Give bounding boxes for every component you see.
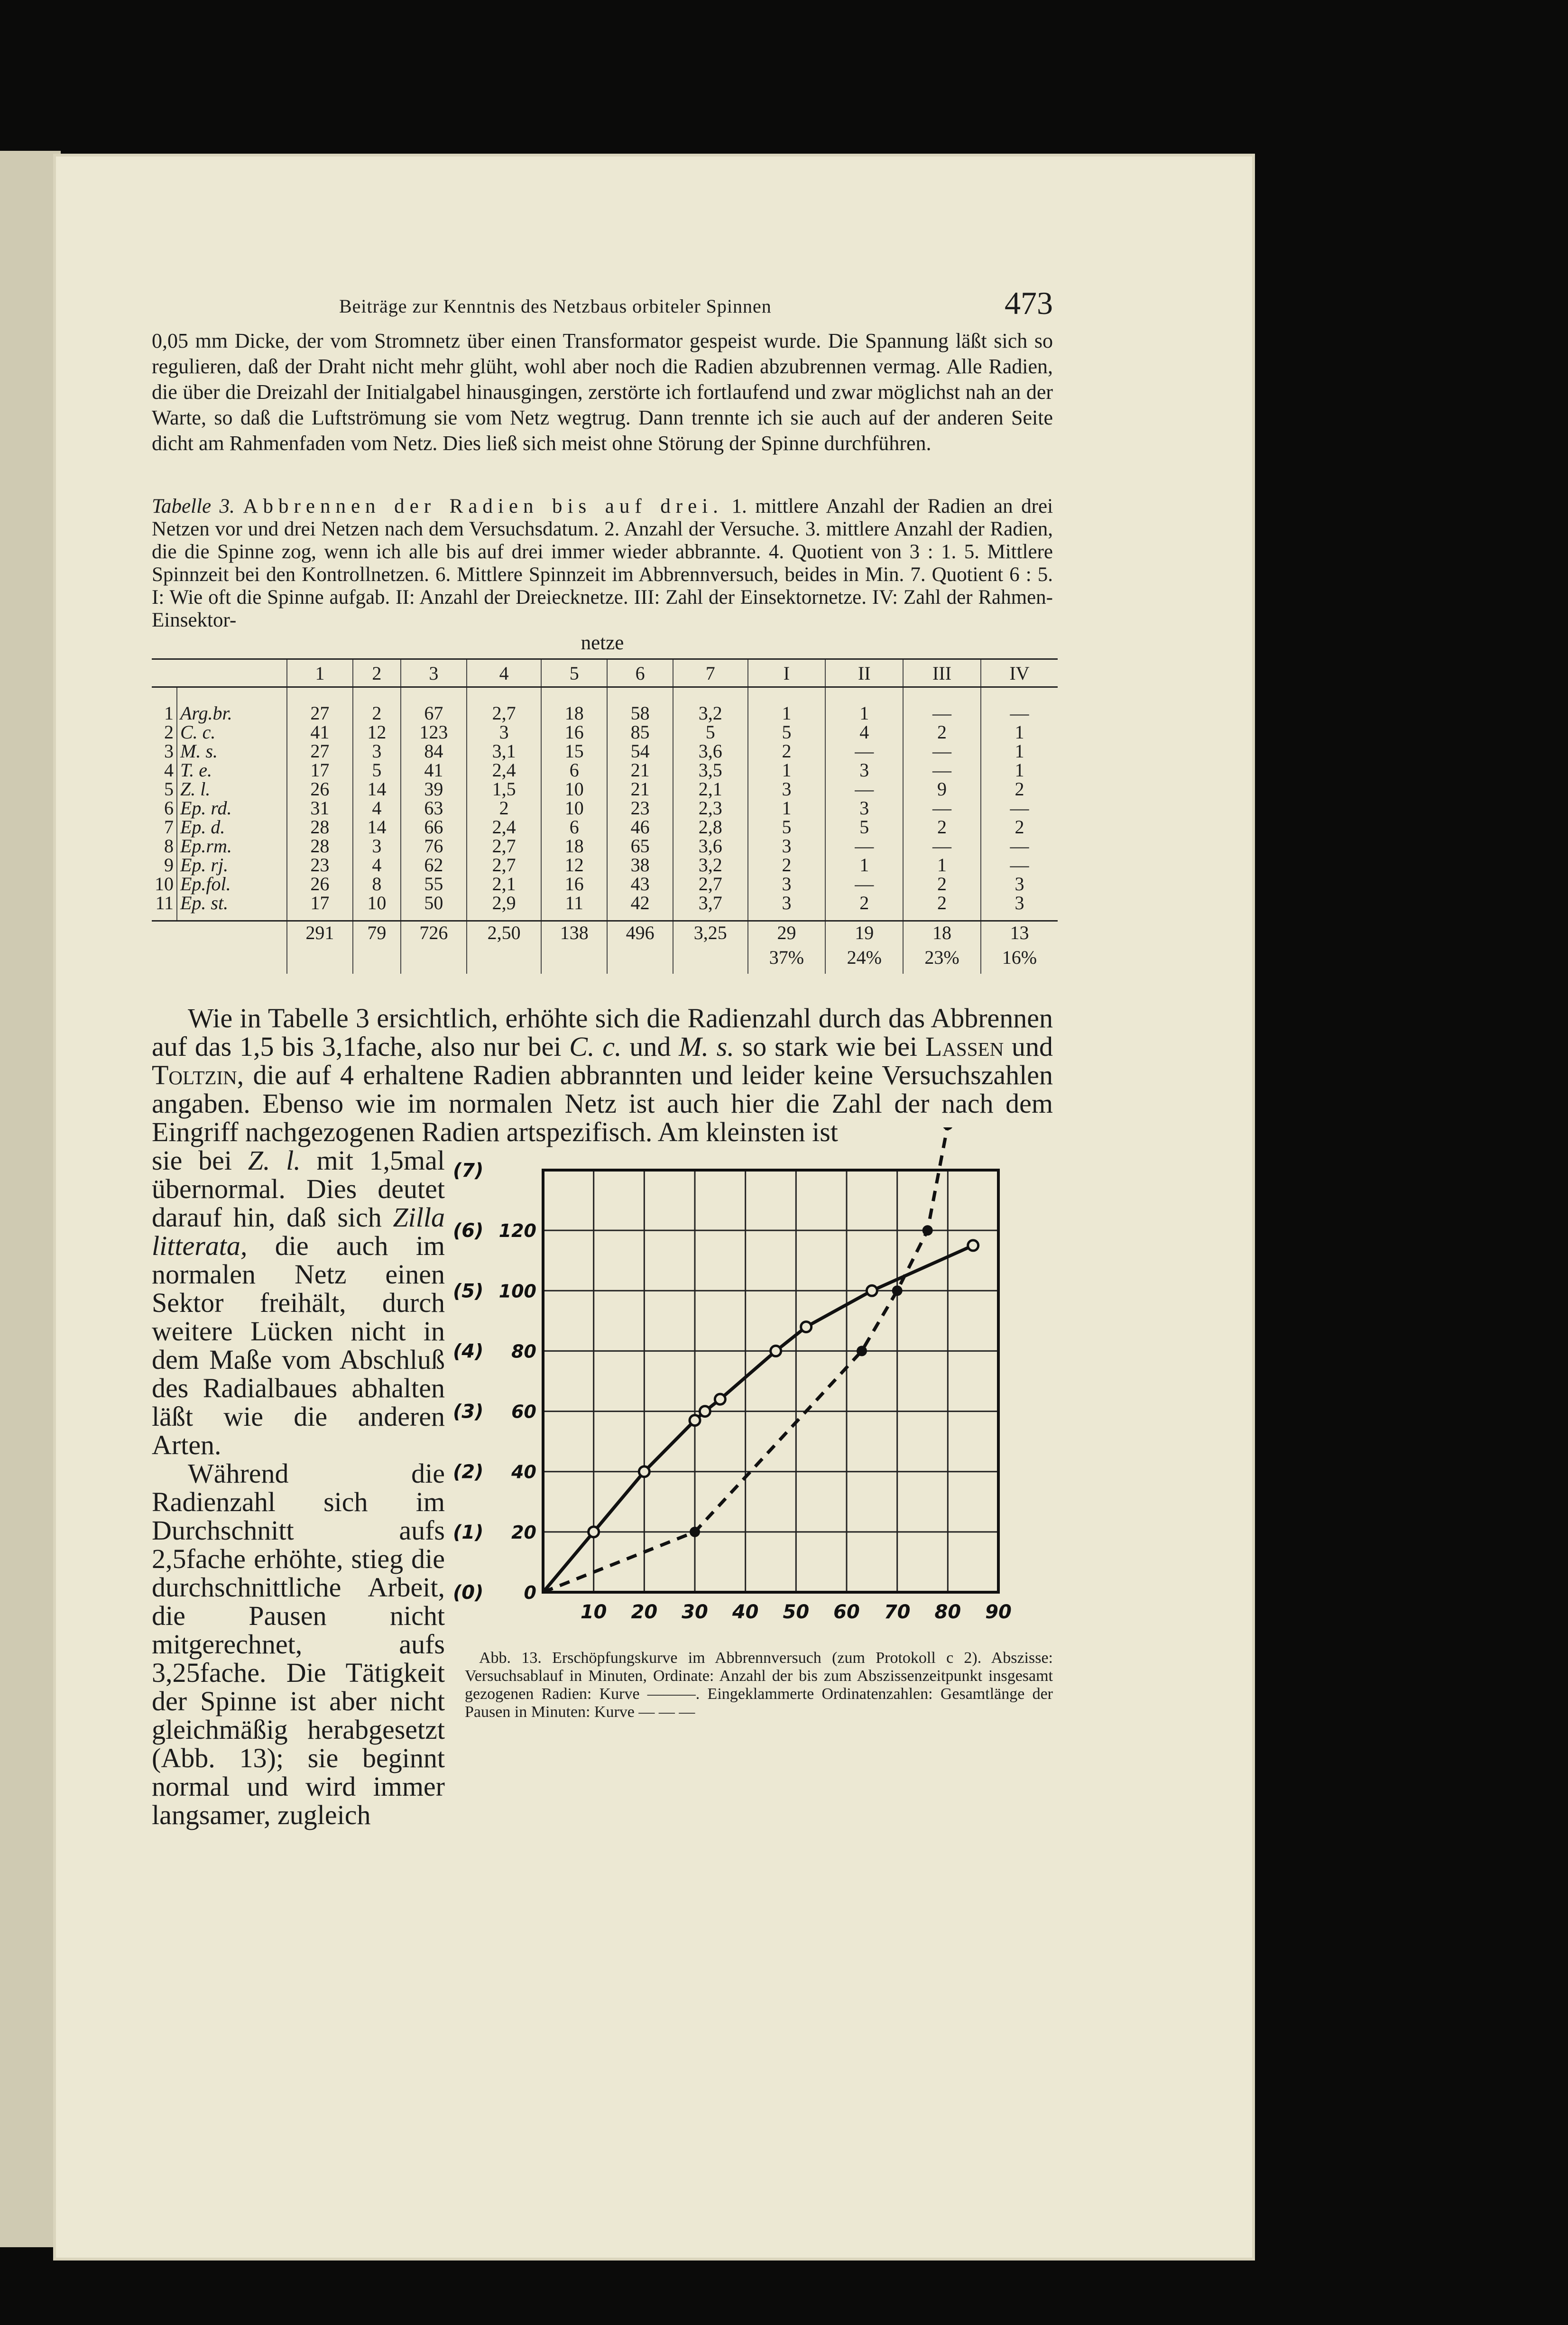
table-cell: 41 (287, 723, 353, 742)
table-cell: 2,7 (467, 837, 542, 856)
text-run: Wie in Tabelle 3 ersichtlich, erhöhte sich die Radienzahl durch das Abbrennen auf das 1,5 bis 3,1fache, also nur bei (152, 1003, 1053, 1062)
y-paren-tick-label: (5) (453, 1280, 484, 1302)
total-cell: 18 (903, 921, 981, 947)
table-cell: 5 (673, 723, 748, 742)
table-cell: 23 (607, 799, 673, 818)
table-cell: — (903, 761, 981, 780)
table-cell: 2 (825, 894, 903, 921)
total-cell: 79 (353, 921, 401, 947)
species-cell: C. c. (177, 723, 287, 742)
row-number: 11 (155, 892, 174, 913)
table-cell: 63 (401, 799, 467, 818)
table-cell: 84 (401, 742, 467, 761)
row-number: 7 (164, 816, 174, 838)
running-header (152, 285, 1053, 328)
table-cell: 23 (287, 856, 353, 875)
table-cell: 2 (748, 856, 826, 875)
x-tick-label: 10 (580, 1601, 607, 1623)
total-cell: 19 (825, 921, 903, 947)
text-run: die auch im normalen Netz einen Sektor freihält, durch weitere Lücken nicht in dem Maße vom Abschluß des Radialbaues abhalten läßt wie die anderen Arten. (152, 1230, 445, 1460)
y-paren-tick-label: (7) (453, 1160, 484, 1181)
y-tick-label: 100 (498, 1281, 536, 1302)
text-run: und (1004, 1031, 1053, 1062)
total-cell: 138 (541, 921, 607, 947)
table-cell: 1 (981, 761, 1058, 780)
col-header: IV (981, 659, 1058, 687)
table-cell: 17 (287, 761, 353, 780)
col-header: III (903, 659, 981, 687)
table-cell: 46 (607, 818, 673, 837)
table-cell: — (903, 742, 981, 761)
intro-paragraph: 0,05 mm Dicke, der vom Stromnetz über einen Transformator gespeist wurde. Die Spannung läßt sich so regulieren, daß der Draht nicht mehr glüht, wohl aber noch die Radien abzubrennen vermag. Alle Radien, die über die Dreizahl der Initialgabel hinausgingen, zerstörte ich fortlaufend und zwar möglichst nah an der Warte, so daß die Luftströmung sie vom Netz wegtrug. Dann trennte ich sie auch auf der anderen Seite dicht am Rahmenfaden vom Netz. Dies ließ sich meist ohne Störung der Spinne durchführen. (152, 329, 1053, 455)
table-cell: 4 (353, 799, 401, 818)
table-cell: 21 (607, 761, 673, 780)
x-tick-label: 90 (985, 1601, 1012, 1623)
pause-curve-point (922, 1225, 933, 1236)
table-cell: 28 (287, 837, 353, 856)
table-row (152, 875, 1058, 894)
percent-cell: 23% (903, 946, 981, 974)
y-paren-tick-label: (0) (453, 1582, 484, 1604)
table-cell: 10 (541, 799, 607, 818)
text-run: so stark wie bei (734, 1031, 925, 1062)
table-cell: 2 (903, 818, 981, 837)
radii-curve-point (968, 1240, 978, 1251)
row-number: 4 (164, 759, 174, 781)
radii-curve-point (801, 1322, 812, 1332)
table-row (152, 780, 1058, 799)
table-cell: 16 (541, 723, 607, 742)
species-cell: Ep.rm. (177, 837, 287, 856)
table-row (152, 761, 1058, 780)
page-number: 473 (1005, 285, 1053, 321)
table-header-row (152, 659, 1058, 687)
table-cell: 2 (903, 894, 981, 921)
table-cell: 10 (541, 780, 607, 799)
table-cell: 3,5 (673, 761, 748, 780)
table-cell: — (981, 799, 1058, 818)
table-row (152, 894, 1058, 921)
totals-row (152, 921, 1058, 947)
species-cell: Ep. d. (177, 818, 287, 837)
y-tick-label: 60 (511, 1401, 536, 1422)
table-cell: — (981, 837, 1058, 856)
species-cell: Arg.br. (177, 687, 287, 723)
table-row (152, 837, 1058, 856)
table-cell: 3 (748, 837, 826, 856)
table-cell: 2,1 (467, 875, 542, 894)
table-cell: 76 (401, 837, 467, 856)
figure-caption: Abb. 13. Erschöpfungskurve im Abbrennversuch (zum Protokoll c 2). Abszisse: Versuchsablauf in Minuten, Ordinate: Anzahl der bis zum Abszissenzeitpunkt insgesamt gezogenen Radien: Kurve ———. Eingeklammerte Ordinatenzahlen: Gesamtlänge der Pausen in Minuten: Kurve — — — (465, 1649, 1053, 1721)
text-run: mit 1,5mal übernormal. Dies deutet darauf hin, daß sich (152, 1145, 445, 1233)
x-tick-label: 80 (934, 1601, 961, 1623)
table-cell: 12 (353, 723, 401, 742)
table-label: Tabelle 3. (152, 495, 235, 517)
table-cell: 3 (825, 761, 903, 780)
table-cell: 123 (401, 723, 467, 742)
table-row (152, 818, 1058, 837)
y-tick-label: 20 (511, 1522, 536, 1543)
facing-page-edge (0, 151, 61, 2247)
table-cell: 14 (353, 818, 401, 837)
table-cell: 1,5 (467, 780, 542, 799)
table-cell: 62 (401, 856, 467, 875)
row-number: 3 (164, 740, 174, 762)
table-cell: 2,3 (673, 799, 748, 818)
table-cell: 1 (748, 799, 826, 818)
species-cell: Ep. rj. (177, 856, 287, 875)
table-cell: 3,6 (673, 837, 748, 856)
total-cell: 29 (748, 921, 826, 947)
table-cell: 27 (287, 742, 353, 761)
table-cell: 3,6 (673, 742, 748, 761)
table-cell: 21 (607, 780, 673, 799)
radii-curve-point (639, 1467, 649, 1477)
table-cell: 3,2 (673, 687, 748, 723)
table-cell: 12 (541, 856, 607, 875)
table-cell: 2 (981, 780, 1058, 799)
table-cell: — (903, 687, 981, 723)
table-cell: 3,2 (673, 856, 748, 875)
table-cell: 3 (825, 799, 903, 818)
col-header: 6 (607, 659, 673, 687)
row-number: 6 (164, 797, 174, 819)
table-cell: 4 (353, 856, 401, 875)
species-name: Zilla litterata, (152, 1202, 445, 1261)
y-tick-label: 120 (498, 1220, 536, 1242)
col-header: I (748, 659, 826, 687)
table-caption (152, 495, 1053, 655)
species-cell: T. e. (177, 761, 287, 780)
body-paragraph-2: Während die Radienzahl sich im Durchschnitt aufs 2,5fache erhöhte, stieg die durchschnittliche Arbeit, die Pausen nicht mitgerechnet, aufs 3,25fache. Die Tätigkeit der Spinne ist aber nicht gleichmäßig herabgesetzt (Abb. 13); sie beginnt normal und wird immer langsamer, zugleich (152, 1458, 445, 1830)
author-name: Lassen (925, 1031, 1004, 1062)
results-table (152, 658, 1058, 974)
total-cell: 3,25 (673, 921, 748, 947)
table-cell: 2,4 (467, 818, 542, 837)
percent-cell: 16% (981, 946, 1058, 974)
radii-curve-point (589, 1527, 599, 1537)
table-cell: — (825, 780, 903, 799)
table-cell: — (903, 799, 981, 818)
table-cell: 58 (607, 687, 673, 723)
table-cell: 2 (981, 818, 1058, 837)
col-header: 1 (287, 659, 353, 687)
table-cell: — (825, 742, 903, 761)
table-cell: 5 (748, 818, 826, 837)
table-cell: 2,4 (467, 761, 542, 780)
table-cell: 2,8 (673, 818, 748, 837)
table-cell: 42 (607, 894, 673, 921)
table-cell: 3 (981, 894, 1058, 921)
species-cell: Z. l. (177, 780, 287, 799)
table-cell: 5 (353, 761, 401, 780)
pause-curve-point (892, 1285, 903, 1296)
text-run: , die auf 4 erhaltene Radien abbrannten und leider keine Versuchszahlen angaben. Ebenso wie im normalen Netz ist auch hier die Zahl der nach dem Eingriff nachgezogenen Radien artspezifisch. Am kleinsten ist (152, 1060, 1053, 1147)
table-cell: 1 (825, 687, 903, 723)
table-caption-last-word: netze (581, 632, 624, 654)
table-cell: 1 (981, 742, 1058, 761)
table-cell: — (825, 875, 903, 894)
row-number: 2 (164, 721, 174, 743)
y-paren-tick-label: (3) (453, 1401, 484, 1423)
species-name: M. s. (679, 1031, 734, 1062)
species-cell: Ep. st. (177, 894, 287, 921)
col-header: 3 (401, 659, 467, 687)
pause-curve-point (942, 1127, 953, 1130)
table-cell: 14 (353, 780, 401, 799)
species-name: Z. l. (248, 1145, 301, 1176)
percent-cell: 37% (748, 946, 826, 974)
table-cell: — (981, 687, 1058, 723)
radii-curve-line (543, 1246, 973, 1592)
table-cell: 1 (748, 761, 826, 780)
table-row (152, 687, 1058, 723)
y-paren-tick-label: (4) (453, 1340, 484, 1363)
table-cell: 3 (467, 723, 542, 742)
table-cell: — (981, 856, 1058, 875)
table-cell: 55 (401, 875, 467, 894)
table-row (152, 799, 1058, 818)
table-cell: 27 (287, 687, 353, 723)
pause-curve-point (857, 1346, 867, 1356)
author-name: Toltzin (152, 1060, 237, 1090)
row-number: 1 (164, 702, 174, 724)
table-cell: 2 (903, 723, 981, 742)
row-number: 10 (155, 873, 174, 895)
table-cell: 3 (981, 875, 1058, 894)
y-paren-tick-label: (2) (453, 1461, 484, 1483)
table-cell: 2,7 (467, 856, 542, 875)
table-cell: 11 (541, 894, 607, 921)
table-cell: 65 (607, 837, 673, 856)
table-cell: 1 (903, 856, 981, 875)
table-cell: 2 (467, 799, 542, 818)
pause-curve-point (690, 1527, 700, 1537)
table-cell: 54 (607, 742, 673, 761)
table-cell: 15 (541, 742, 607, 761)
table-cell: 8 (353, 875, 401, 894)
col-header: 2 (353, 659, 401, 687)
table-row (152, 856, 1058, 875)
table-cell: 38 (607, 856, 673, 875)
table-cell: 3 (353, 837, 401, 856)
col-header: II (825, 659, 903, 687)
table-cell: 1 (981, 723, 1058, 742)
table-title: Abbrennen der Radien bis auf drei. (243, 495, 723, 517)
table-cell: 3 (748, 894, 826, 921)
table-cell: 26 (287, 875, 353, 894)
x-tick-label: 50 (783, 1601, 810, 1623)
table-cell: 1 (748, 687, 826, 723)
running-title: Beiträge zur Kenntnis des Netzbaus orbiteler Spinnen (339, 295, 772, 317)
page-content (152, 285, 1053, 1830)
radii-curve-point (771, 1346, 781, 1356)
table-caption-text: 1. mittlere Anzahl der Radien an drei Netzen vor und drei Netzen nach dem Versuchsdatum. 2. Anzahl der Versuche. 3. mittlere Anzahl der Radien, die die Spinne zog, wenn ich alle bis auf drei immer wieder abbrannte. 4. Quotient von 3 : 1. 5. Mittlere Spinnzeit bei den Kontrollnetzen. 6. Mittlere Spinnzeit im Abbrennversuch, beides in Min. 7. Quotient 6 : 5. I: Wie oft die Spinne aufgab. II: Anzahl der Dreiecknetze. III: Zahl der Einsektornetze. IV: Zahl der Rahmen-Einsektor- (152, 495, 1053, 631)
percent-row (152, 946, 1058, 974)
table-cell: 28 (287, 818, 353, 837)
table-cell: 3 (748, 875, 826, 894)
x-tick-label: 40 (732, 1601, 759, 1623)
table-cell: 10 (353, 894, 401, 921)
y-tick-label: 0 (524, 1582, 536, 1603)
table-cell: 39 (401, 780, 467, 799)
species-name: C. c. (569, 1031, 622, 1062)
table-cell: — (903, 837, 981, 856)
table-cell: 50 (401, 894, 467, 921)
x-tick-label: 30 (682, 1601, 708, 1623)
y-tick-label: 40 (511, 1461, 536, 1483)
total-cell: 13 (981, 921, 1058, 947)
table-cell: 3 (353, 742, 401, 761)
table-cell: 2 (748, 742, 826, 761)
table-cell: 2,7 (467, 687, 542, 723)
x-tick-label: 70 (884, 1601, 911, 1623)
row-number: 8 (164, 835, 174, 857)
table-cell: — (825, 837, 903, 856)
row-number: 9 (164, 854, 174, 876)
table-cell: 5 (748, 723, 826, 742)
table-cell: 3,1 (467, 742, 542, 761)
y-paren-tick-label: (1) (453, 1521, 484, 1543)
table-cell: 41 (401, 761, 467, 780)
table-cell: 3 (748, 780, 826, 799)
species-cell: M. s. (177, 742, 287, 761)
table-cell: 2,9 (467, 894, 542, 921)
total-cell: 496 (607, 921, 673, 947)
table-cell: 26 (287, 780, 353, 799)
y-tick-label: 80 (511, 1341, 536, 1362)
x-tick-label: 60 (833, 1601, 860, 1623)
table-cell: 43 (607, 875, 673, 894)
table-cell: 2 (903, 875, 981, 894)
table-cell: 66 (401, 818, 467, 837)
table-cell: 1 (825, 856, 903, 875)
body-paragraph-1 (152, 1004, 1053, 1146)
row-number: 5 (164, 778, 174, 800)
col-header: 5 (541, 659, 607, 687)
table-cell: 17 (287, 894, 353, 921)
y-paren-tick-label: (6) (453, 1220, 484, 1242)
table-cell: 67 (401, 687, 467, 723)
percent-cell: 24% (825, 946, 903, 974)
total-cell: 726 (401, 921, 467, 947)
radii-curve-point (690, 1415, 700, 1426)
x-tick-label: 20 (631, 1601, 658, 1623)
table-body (152, 687, 1058, 921)
species-cell: Ep.fol. (177, 875, 287, 894)
col-header: 7 (673, 659, 748, 687)
table-cell: 2 (353, 687, 401, 723)
table-row (152, 723, 1058, 742)
body-paragraph-1-cont (152, 1146, 445, 1459)
table-cell: 2,7 (673, 875, 748, 894)
table-cell: 6 (541, 818, 607, 837)
radii-curve-point (715, 1394, 725, 1404)
table-cell: 16 (541, 875, 607, 894)
text-run: und (621, 1031, 679, 1062)
table-cell: 4 (825, 723, 903, 742)
table-cell: 6 (541, 761, 607, 780)
table-cell: 85 (607, 723, 673, 742)
total-cell: 291 (287, 921, 353, 947)
table-cell: 9 (903, 780, 981, 799)
table-cell: 18 (541, 687, 607, 723)
table-cell: 5 (825, 818, 903, 837)
radii-curve-point (700, 1406, 710, 1417)
table-cell: 31 (287, 799, 353, 818)
table-cell: 2,1 (673, 780, 748, 799)
text-run: sie bei (152, 1145, 248, 1176)
table-row (152, 742, 1058, 761)
radii-curve-point (867, 1285, 877, 1296)
table-cell: 3,7 (673, 894, 748, 921)
total-cell: 2,50 (467, 921, 542, 947)
wrapped-text-column (152, 1146, 445, 1829)
table-cell: 18 (541, 837, 607, 856)
species-cell: Ep. rd. (177, 799, 287, 818)
col-header: 4 (467, 659, 542, 687)
